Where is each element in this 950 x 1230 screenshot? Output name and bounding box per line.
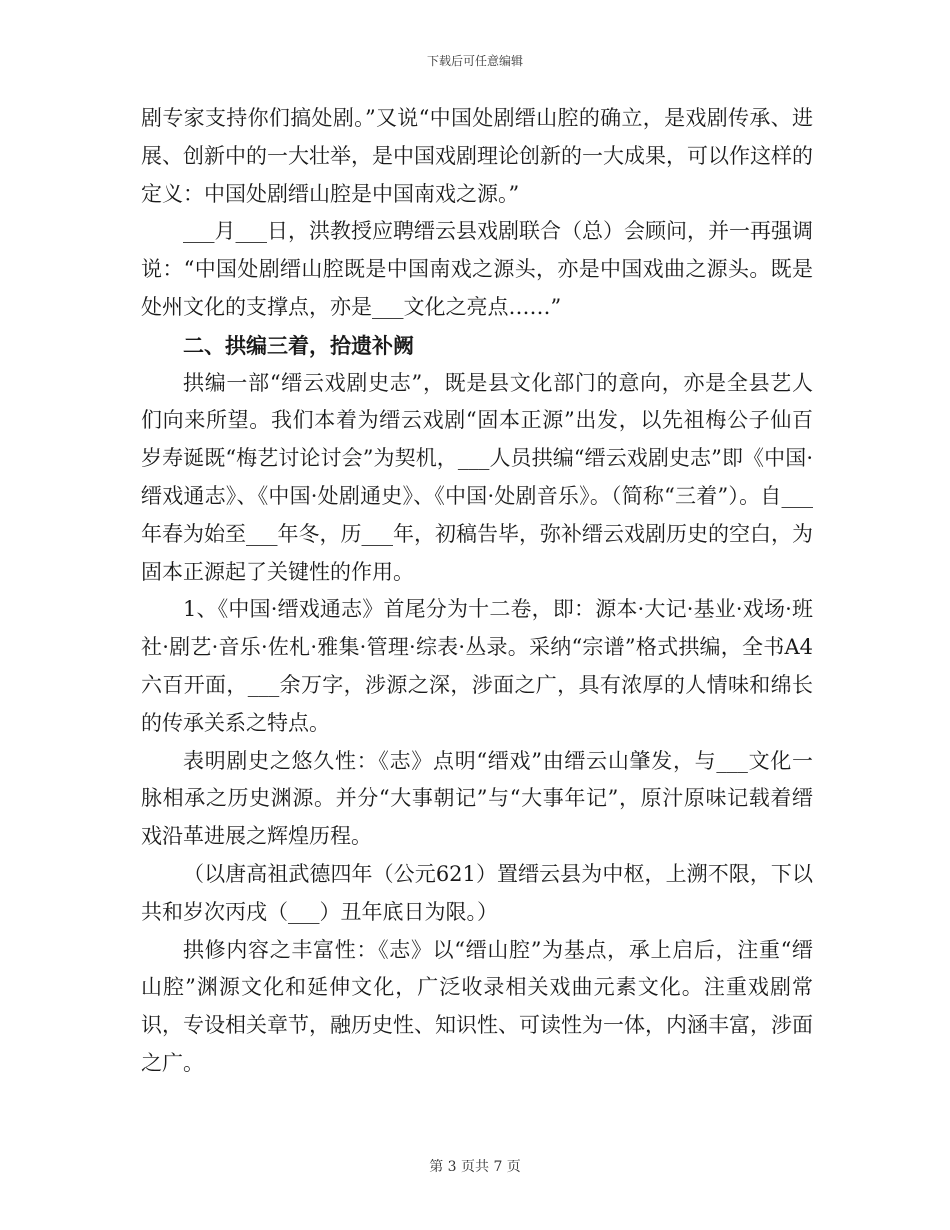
paragraph: （以唐高祖武德四年（公元621）置缙云县为中枢，上溯不限，下以共和岁次丙戌（___）丑年底日为限。） — [141, 861, 813, 924]
section-heading: 二、拱编三着，拾遗补阙 — [183, 332, 414, 358]
paragraph: 拱编一部“缙云戏剧史志”，既是县文化部门的意向，亦是全县艺人们向来所望。我们本着为缙云戏剧“固本正源”出发，以先祖梅公子仙百岁寿诞既“梅艺讨论讨会”为契机，___人员拱编“缙云戏剧史志”即《中国·缙戏通志》、《中国·处剧通史》、《中国·处剧音乐》。（简称“三着”）。自___年春为始至___年冬，历___年，初稿告毕，弥补缙云戏剧历史的空白，为固本正源起了关键性的作用。 — [141, 370, 813, 584]
paragraph: 表明剧史之悠久性：《志》点明“缙戏”由缙云山肇发，与___文化一脉相承之历史渊源。并分“大事朝记”与“大事年记”，原汁原味记载着缙戏沿革进展之辉煌历程。 — [141, 748, 813, 849]
paragraph: 剧专家支持你们搞处剧。”又说“中国处剧缙山腔的确立，是戏剧传承、进展、创新中的一大壮举，是中国戏剧理论创新的一大成果，可以作这样的定义：中国处剧缙山腔是中国南戏之源。” — [141, 106, 813, 206]
page-header-note: 下载后可任意编辑 — [426, 54, 523, 68]
paragraph: 拱修内容之丰富性：《志》以“缙山腔”为基点，承上启后，注重“缙山腔”渊源文化和延伸文化，广泛收录相关戏曲元素文化。注重戏剧常识，专设相关章节，融历史性、知识性、可读性为一体，内涵丰富，涉面之广。 — [141, 937, 813, 1075]
page-number: 第 3 页共 7 页 — [429, 1159, 521, 1175]
paragraph: ___月___日，洪教授应聘缙云县戏剧联合（总）会顾问，并一再强调说：“中国处剧缙山腔既是中国南戏之源头，亦是中国戏曲之源头。既是处州文化的支撑点，亦是___文化之亮点……” — [141, 219, 813, 319]
paragraph: 1、《中国·缙戏通志》首尾分为十二卷，即：源本·大记·基业·戏场·班社·剧艺·音乐·佐札·雅集·管理·综表·丛录。采纳“宗谱”格式拱编，全书A4六百开面，___余万字，涉源之深，涉面之广，具有浓厚的人情味和绵长的传承关系之特点。 — [141, 597, 813, 735]
document-body — [141, 100, 813, 1083]
